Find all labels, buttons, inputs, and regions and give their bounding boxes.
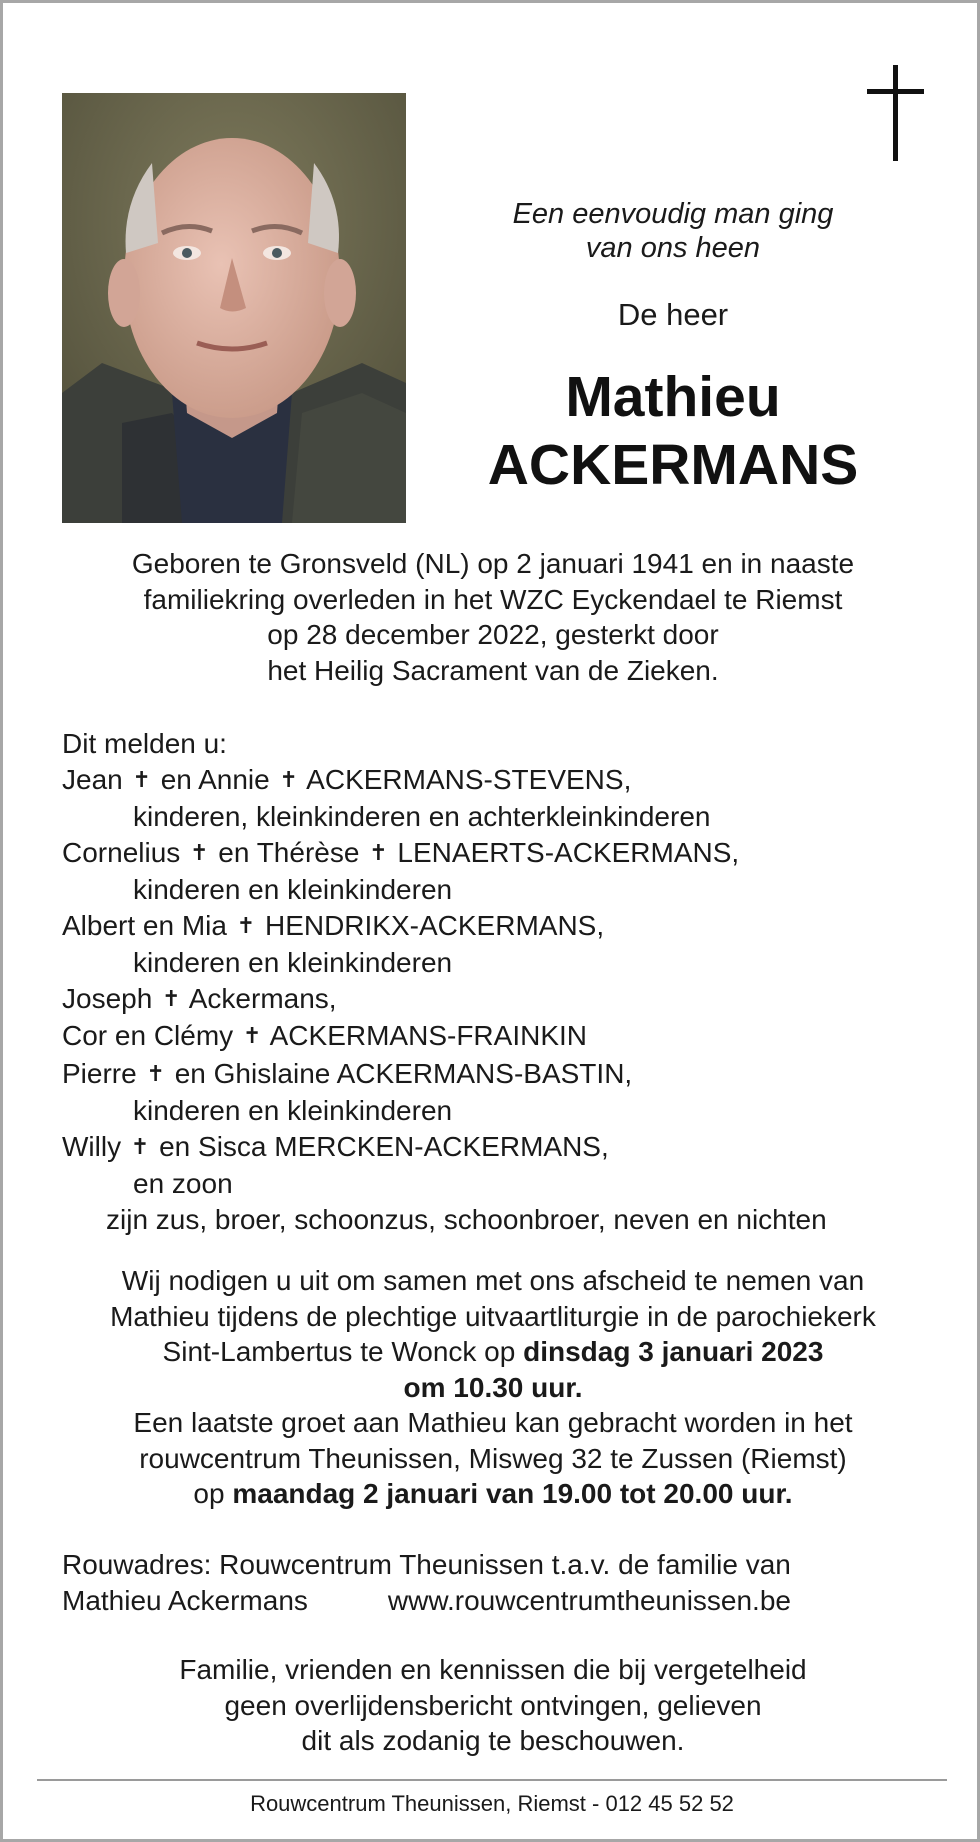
dagger-icon: ✝	[242, 1023, 262, 1048]
birth-death-statement	[62, 546, 924, 688]
text-line: het Heilig Sacrament van de Zieken.	[267, 654, 719, 686]
footer: Rouwcentrum Theunissen, Riemst - 012 45 52 52	[250, 1791, 734, 1816]
text-line: Mathieu tijdens de plechtige uitvaartliturgie in de parochiekerk	[110, 1300, 876, 1332]
surname: en Ghislaine ACKERMANS-BASTIN,	[174, 1057, 633, 1089]
name: Cor en Clémy	[62, 1020, 234, 1051]
service-time: om 10.30 uur.	[403, 1371, 583, 1403]
surname: ACKERMANS-STEVENS,	[306, 763, 632, 795]
family-intro: Dit melden u:	[62, 728, 227, 759]
text-line: rouwcentrum Theunissen, Misweg 32 te Zussen (Riemst)	[139, 1442, 847, 1474]
family-entry	[62, 1018, 924, 1056]
text-line	[62, 1334, 924, 1370]
dagger-icon: ✝	[236, 912, 256, 938]
descendants: kinderen en kleinkinderen	[133, 874, 453, 905]
deceased-name	[433, 363, 913, 499]
address-line: Rouwadres: Rouwcentrum Theunissen t.a.v. de familie van	[62, 1549, 791, 1580]
surname: Ackermans,	[188, 982, 337, 1014]
first-name: Mathieu	[565, 365, 781, 429]
website-link[interactable]: www.rouwcentrumtheunissen.be	[387, 1584, 791, 1616]
surname: en Sisca MERCKEN-ACKERMANS,	[159, 1130, 609, 1162]
family-entry	[62, 981, 924, 1019]
descendants: kinderen en kleinkinderen	[133, 1095, 453, 1126]
tagline	[433, 197, 913, 265]
title-prefix: De heer	[617, 297, 729, 332]
text-line: Geboren te Gronsveld (NL) op 2 januari 1941 en in naaste	[131, 548, 855, 579]
surname: ACKERMANS-FRAINKIN	[269, 1020, 587, 1051]
portrait-photo	[62, 93, 406, 523]
family-entry	[62, 908, 924, 946]
dagger-icon: ✝	[279, 766, 298, 792]
funeral-invitation	[62, 1263, 924, 1512]
address-name: Mathieu Ackermans	[62, 1584, 308, 1616]
dagger-icon: ✝	[146, 1060, 165, 1086]
text-line	[62, 1370, 924, 1406]
last-name: ACKERMANS	[487, 433, 859, 497]
dagger-icon: ✝	[162, 985, 181, 1011]
text-span: Sint-Lambertus te Wonck op	[162, 1336, 516, 1367]
name: en Thérèse	[218, 836, 360, 868]
family-entry	[62, 1129, 924, 1167]
text-line: dit als zodanig te beschouwen.	[301, 1725, 685, 1756]
surname: LENAERTS-ACKERMANS,	[397, 836, 740, 868]
name: Cornelius	[62, 836, 181, 868]
text-line	[62, 1476, 924, 1512]
text-line: Een laatste groet aan Mathieu kan gebracht worden in het	[133, 1407, 853, 1438]
dagger-icon: ✝	[369, 839, 388, 865]
text-line: familiekring overleden in het WZC Eyckendael te Riemst	[143, 583, 843, 615]
header	[433, 197, 913, 499]
family-list	[62, 726, 924, 1237]
tagline-line: van ons heen	[585, 232, 761, 264]
family-closing: zijn zus, broer, schoonzus, schoonbroer, neven en nichten	[106, 1203, 827, 1235]
tagline-line: Een eenvoudig man ging	[512, 198, 834, 230]
text-line: Wij nodigen u uit om samen met ons afscheid te nemen van	[121, 1265, 865, 1296]
dagger-icon: ✝	[132, 766, 151, 792]
name: Jean	[62, 763, 123, 795]
descendants: en zoon	[133, 1168, 233, 1199]
family-entry	[62, 1056, 924, 1094]
name: Willy	[62, 1130, 122, 1162]
address-row	[62, 1583, 924, 1619]
notice	[62, 1652, 924, 1759]
family-entry	[62, 835, 924, 873]
name: Pierre	[62, 1057, 137, 1089]
text-span: op	[193, 1478, 225, 1509]
visitation-time: maandag 2 januari van 19.00 tot 20.00 uur.	[232, 1478, 793, 1509]
descendants: kinderen en kleinkinderen	[133, 947, 453, 978]
descendants: kinderen, kleinkinderen en achterkleinkinderen	[133, 801, 711, 832]
family-entry	[62, 762, 924, 800]
text-line: op 28 december 2022, gesterkt door	[267, 619, 719, 650]
mourning-address	[62, 1547, 924, 1618]
name: Joseph	[62, 982, 153, 1014]
dagger-icon: ✝	[130, 1133, 150, 1159]
service-date: dinsdag 3 januari 2023	[523, 1336, 824, 1367]
cross-icon	[867, 65, 927, 161]
surname: HENDRIKX-ACKERMANS,	[264, 909, 605, 941]
name: Albert en Mia	[62, 909, 227, 941]
name: en Annie	[160, 763, 270, 795]
footer-divider	[37, 1779, 947, 1781]
text-line: Familie, vrienden en kennissen die bij vergetelheid	[179, 1654, 807, 1685]
dagger-icon: ✝	[190, 839, 209, 865]
text-line: geen overlijdensbericht ontvingen, gelieven	[224, 1689, 762, 1721]
